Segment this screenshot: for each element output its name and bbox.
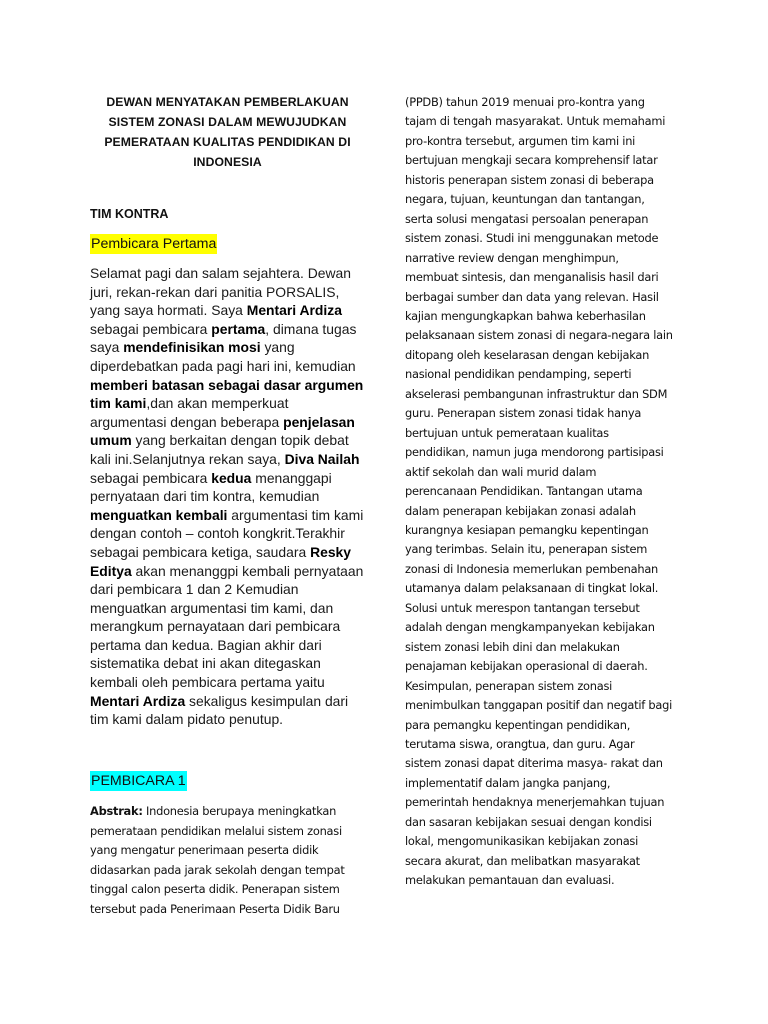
text-line: menimbulkan tanggapan positif dan negatif bagi xyxy=(405,698,672,713)
text-line: Kesimpulan, penerapan sistem zonasi xyxy=(405,678,613,693)
abstract-paragraph xyxy=(90,802,370,920)
text-line: membuat sintesis, dan menganalisis hasil dari xyxy=(405,270,659,285)
text-line: pemerintah hendaknya menerjemahkan tujuan xyxy=(405,795,665,810)
team-label: TIM KONTRA xyxy=(90,207,169,221)
title-line: SISTEM ZONASI DALAM MEWUJUDKAN xyxy=(108,115,347,129)
abstract-line: yang mengatur penerimaan peserta didik xyxy=(90,843,319,858)
text-line: terutama siswa, orangtua, dan guru. Agar xyxy=(405,736,635,751)
text-line: lokal, mengomunikasikan kebijakan zonasi xyxy=(405,834,639,849)
speech-text: ,dan akan memperkuat argumentasi dengan beberapa xyxy=(90,395,289,430)
text-line: dalam penerapan kebijakan zonasi adalah xyxy=(405,503,636,518)
emphasis-text: menguatkan kembali xyxy=(90,506,228,523)
text-line: guru. Penerapan sistem zonasi tidak hanya xyxy=(405,406,642,421)
text-line: sistem zonasi dapat diterima masya- rakat dan xyxy=(405,756,663,771)
speech-text: Selamat pagi dan salam sejahtera. Dewan juri, rekan-rekan dari panitia PORSALIS, yang saya hormati. Saya xyxy=(90,265,351,319)
text-line: akselerasi pembangunan infrastruktur dan SDM xyxy=(405,386,668,401)
text-line: dan sasaran kebijakan sesuai dengan kondisi xyxy=(405,814,652,829)
text-line: sistem zonasi. Studi ini menggunakan metode xyxy=(405,231,659,246)
abstract-continuation xyxy=(405,93,687,891)
text-line: tajam di tengah masyarakat. Untuk memahami xyxy=(405,114,666,129)
abstract-line: didasarkan pada jarak sekolah dengan tempat xyxy=(90,862,345,877)
speech-text: sekaligus kesimpulan dari tim kami dalam pidato penutup. xyxy=(90,692,349,728)
title-line: DEWAN MENYATAKAN PEMBERLAKUAN xyxy=(106,95,349,109)
emphasis-text: pertama xyxy=(211,320,266,337)
abstract-line: pemerataan pendidikan melalui sistem zonasi xyxy=(90,823,342,838)
text-line: historis penerapan sistem zonasi di beberapa xyxy=(405,172,654,187)
abstract-line xyxy=(90,802,370,822)
abstract-label: Abstrak: xyxy=(90,804,143,818)
abstract-line: tersebut pada Penerimaan Peserta Didik Baru xyxy=(90,901,340,916)
title-line: INDONESIA xyxy=(193,155,262,169)
abstract-line: tinggal calon peserta didik. Penerapan sistem xyxy=(90,882,340,897)
speech-paragraph xyxy=(90,264,365,729)
text-line: bertujuan untuk pemerataan kualitas xyxy=(405,425,609,440)
emphasis-text: kedua xyxy=(211,469,252,486)
text-line: Solusi untuk merespon tantangan tersebut xyxy=(405,600,640,615)
text-line: nasional pendidikan pendamping, seperti xyxy=(405,367,632,382)
text-line: aktif sekolah dan wali murid dalam xyxy=(405,464,597,479)
emphasis-text: memberi batasan sebagai dasar argumen tim kami xyxy=(90,376,364,412)
text-line: adalah dengan mengkampanyekan kebijakan xyxy=(405,620,655,635)
speaker-name: Diva Nailah xyxy=(284,450,360,467)
text-line: narrative review dengan menghimpun, xyxy=(405,250,619,265)
speech-text: argumentasi tim kami dengan contoh – contoh kongkrit.Terakhir sebagai pembicara ketiga, saudara xyxy=(90,506,364,560)
text-line: pelaksanaan sistem zonasi di negara-negara lain xyxy=(405,328,673,343)
text-line: (PPDB) tahun 2019 menuai pro-kontra yang xyxy=(405,95,645,109)
speaker-name: Mentari Ardiza xyxy=(246,302,342,319)
text-line: kajian mengungkapkan bahwa keberhasilan xyxy=(405,308,646,323)
speech-text: sebagai pembicara xyxy=(90,469,212,486)
text-line: para pemangku kepentingan pendidikan, xyxy=(405,717,631,732)
text-line: bertujuan mengkaji secara komprehensif latar xyxy=(405,153,658,168)
text-line: berbagai sumber dan data yang relevan. Hasil xyxy=(405,289,659,304)
text-line: zonasi di Indonesia memerlukan pembenahan xyxy=(405,561,659,576)
text-line: utamanya dalam pelaksanaan di tingkat lokal. xyxy=(405,581,659,596)
text-line: penajaman kebijakan operasional di daerah. xyxy=(405,659,648,674)
speech-text: yang berkaitan dengan topik debat kali ini.Selanjutnya rekan saya, xyxy=(90,432,349,467)
document-title xyxy=(90,92,365,172)
text-line: ditopang oleh keselarasan dengan kebijakan xyxy=(405,347,650,362)
title-line: PEMERATAAN KUALITAS PENDIDIKAN DI xyxy=(104,135,351,149)
emphasis-text: mendefinisikan mosi xyxy=(123,339,261,356)
text-line: kurangnya kesiapan pemangku kepentingan xyxy=(405,522,649,537)
speaker-heading-highlighted: Pembicara Pertama xyxy=(91,236,217,252)
text-line: pendidikan, namun juga mendorong partisipasi xyxy=(405,445,664,460)
text-line: melakukan pemantauan dan evaluasi. xyxy=(405,873,615,888)
text-line: implementatif dalam jangka panjang, xyxy=(405,775,611,790)
abstract-text: Indonesia berupaya meningkatkan xyxy=(142,804,337,818)
speech-text: menanggapi pernyataan dari tim kontra, kemudian xyxy=(90,469,332,505)
speech-text: akan menanggpi kembali pernyataan dari pembicara 1 dan 2 Kemudian menguatkan argumentasi tim kami, dan merangkum pernayataan dari pembicara pertama dan kedua. Bagian akhir dari sistematika debat ini akan ditegaskan kembali oleh pembicara pertama yaitu xyxy=(90,562,364,691)
text-line: yang terimbas. Selain itu, penerapan sistem xyxy=(405,542,648,557)
text-line: secara akurat, dan melibatkan masyarakat xyxy=(405,853,640,868)
text-line: serta solusi mengatasi persoalan penerapan xyxy=(405,211,649,226)
speaker-name: Mentari Ardiza xyxy=(90,692,186,709)
section-heading-highlighted: PEMBICARA 1 xyxy=(91,773,186,789)
text-line: sistem zonasi lebih dini dan melakukan xyxy=(405,639,620,654)
speaker-name: Resky Editya xyxy=(90,543,352,579)
speech-text: sebagai pembicara xyxy=(90,320,212,337)
text-line: negara, tujuan, keuntungan dan tantangan, xyxy=(405,192,645,207)
speech-text: , dimana tugas saya xyxy=(90,320,357,356)
text-line: perencanaan Pendidikan. Tantangan utama xyxy=(405,484,643,499)
speech-text: yang diperdebatkan pada pagi hari ini, kemudian xyxy=(90,339,356,374)
emphasis-text: penjelasan umum xyxy=(90,413,355,449)
text-line: pro-kontra tersebut, argumen tim kami ini xyxy=(405,133,636,148)
